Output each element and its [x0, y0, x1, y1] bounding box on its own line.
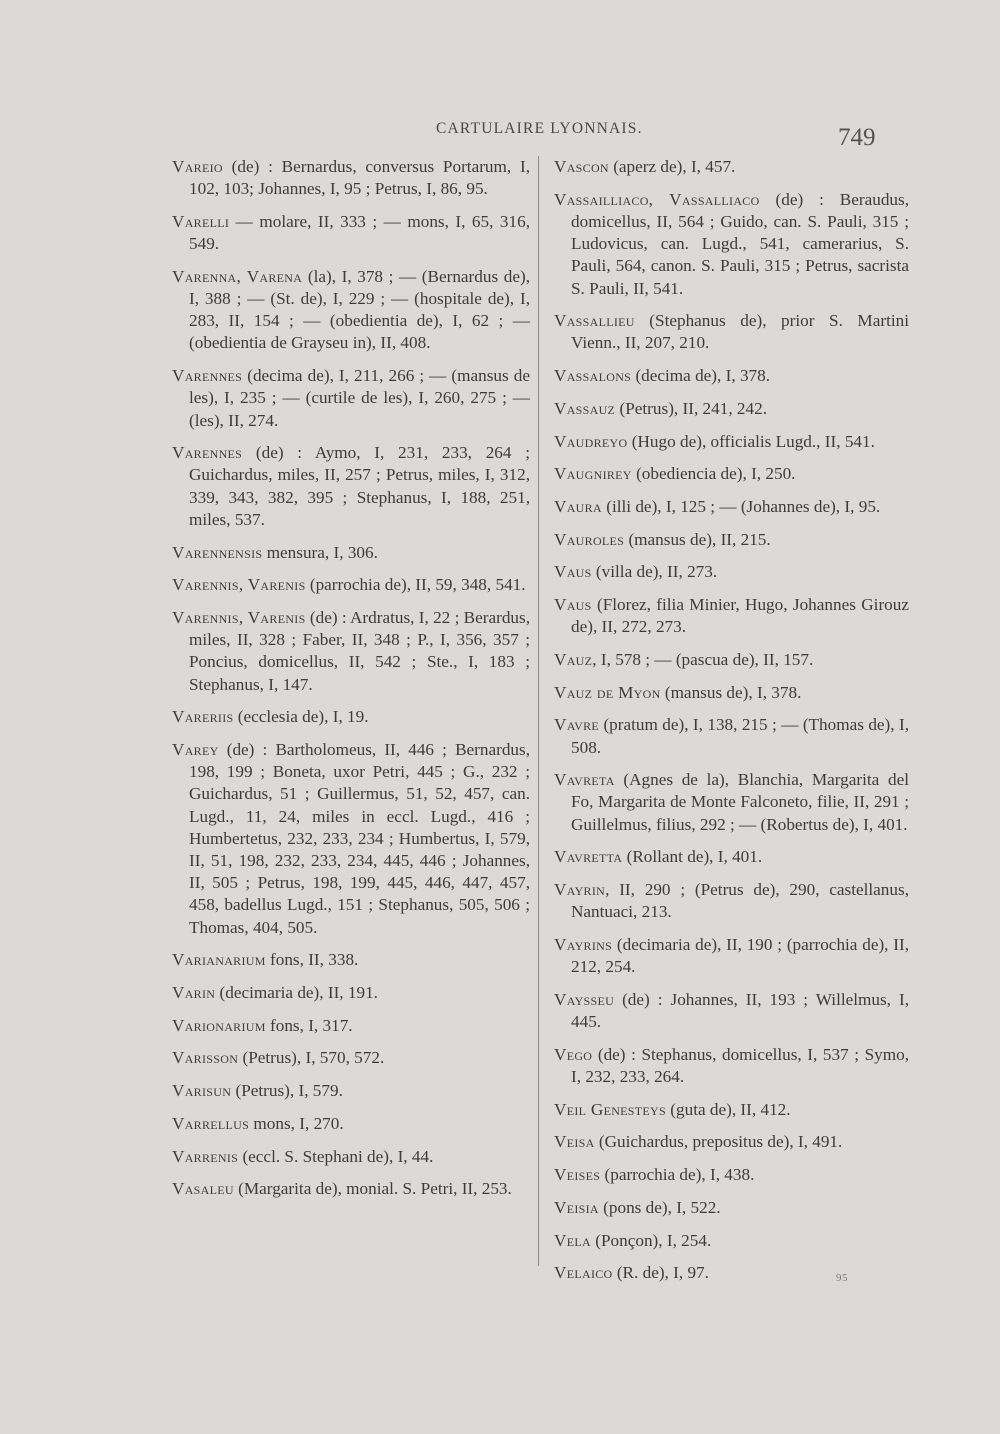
index-entry	[554, 934, 909, 978]
index-entry	[554, 682, 909, 704]
entry-text: (de) : Stephanus, domicellus, I, 537 ; Symo, I, 232, 233, 264.	[571, 1044, 909, 1086]
index-entry	[554, 365, 909, 387]
index-entry	[554, 989, 909, 1033]
index-entry	[554, 879, 909, 923]
index-entry	[172, 982, 530, 1004]
index-entry	[554, 1131, 909, 1153]
entry-text: (guta de), II, 412.	[665, 1099, 791, 1119]
entry-text: (de) : Ardratus, I, 22 ; Berardus, miles, II, 328 ; Faber, II, 348 ; P., I, 356, 357 ; Poncius, domicellus, II, 542 ; Ste., I, 183 ; Stephanus, I, 147.	[189, 607, 530, 694]
entry-text: (R. de), I, 97.	[612, 1263, 709, 1283]
entry-text: (eccl. S. Stephani de), I, 44.	[238, 1146, 434, 1166]
entry-text: (decimaria de), II, 191.	[215, 983, 378, 1002]
index-entry	[172, 365, 530, 432]
index-entry	[172, 1113, 530, 1135]
index-entry	[554, 769, 909, 836]
entry-text: (decima de), I, 211, 266 ; — (mansus de les), I, 235 ; — (curtile de les), I, 260, 275 ; — (les), II, 274.	[189, 366, 530, 430]
signature-mark: 95	[836, 1272, 848, 1284]
index-entry	[172, 1080, 530, 1102]
index-entry	[554, 649, 909, 671]
entry-headword: Vavreta	[554, 770, 615, 790]
right-column	[554, 156, 909, 1295]
left-column	[172, 156, 530, 1211]
entry-text: (la), I, 378 ; — (Bernardus de), I, 388 ; — (St. de), I, 229 ; — (hospitale de), I, 283, II, 154 ; — (obedientia de), I, 62 ; — (obedientia de Grayseu in), II, 408.	[189, 266, 530, 353]
entry-headword: Vaus	[554, 562, 592, 582]
entry-headword: Varrenis	[172, 1146, 239, 1166]
entry-text: (decima de), I, 378.	[631, 366, 771, 386]
entry-text: (parrochia de), I, 438.	[600, 1165, 755, 1185]
index-entry	[172, 574, 530, 596]
entry-text: (decimaria de), II, 190 ; (parrochia de), II, 212, 254.	[571, 934, 909, 977]
entry-text: (Florez, filia Minier, Hugo, Johannes Girouz de), II, 272, 273.	[571, 595, 909, 637]
entry-headword: Vaysseu	[554, 989, 615, 1009]
index-entry	[554, 1044, 909, 1088]
entry-headword: Vareriis	[172, 707, 234, 727]
entry-headword: Vego	[554, 1044, 593, 1064]
entry-headword: Veisa	[554, 1132, 595, 1152]
index-entry	[172, 211, 530, 255]
entry-headword: Vavre	[554, 715, 600, 735]
entry-text: (de) : Beraudus, domicellus, II, 564 ; Guido, can. S. Pauli, 315 ; Ludovicus, can. Lugd., 541, camerarius, S. Pauli, 564, canon. S. Pauli, 315 ; Petrus, sacrista S. Pauli, II, 541.	[571, 189, 909, 298]
entry-text: — molare, II, 333 ; — mons, I, 65, 316, 549.	[189, 211, 530, 254]
index-entry	[554, 189, 909, 300]
index-entry	[554, 1099, 909, 1121]
index-entry	[172, 706, 530, 728]
index-entry	[172, 949, 530, 971]
entry-text: mensura, I, 306.	[262, 542, 378, 562]
column-divider	[538, 156, 539, 1266]
entry-headword: Vassauz	[554, 398, 616, 418]
entry-headword: Varenna, Varena	[172, 266, 303, 286]
index-entry	[172, 156, 530, 200]
entry-headword: Vaus	[554, 595, 592, 615]
index-entry	[172, 739, 530, 939]
entry-text: (Petrus), I, 570, 572.	[238, 1048, 385, 1068]
entry-headword: Vayrin	[554, 880, 606, 900]
index-entry	[554, 846, 909, 868]
entry-text: (Agnes de la), Blanchia, Margarita del Fo, Margarita de Monte Falconeto, filie, II, 291 ; Guillelmus, filius, 292 ; — (Robertus de), I, 401.	[571, 770, 909, 834]
entry-headword: Varennes	[172, 366, 243, 386]
entry-text: (parrochia de), II, 59, 348, 541.	[305, 575, 526, 595]
entry-headword: Vassailliaco, Vassalliaco	[554, 189, 760, 209]
entry-headword: Vareio	[172, 157, 223, 176]
entry-text: (de) : Aymo, I, 231, 233, 264 ; Guichardus, miles, II, 257 ; Petrus, miles, I, 312, 339, 343, 382, 395 ; Stephanus, I, 188, 251, miles, 537.	[189, 443, 530, 529]
entry-headword: Vela	[554, 1230, 591, 1250]
entry-headword: Vauroles	[554, 529, 625, 549]
entry-headword: Varisson	[172, 1048, 239, 1068]
entry-headword: Vauz de Myon	[554, 682, 661, 702]
entry-headword: Vascon	[554, 157, 609, 176]
index-entry	[172, 1047, 530, 1069]
entry-text: (mansus de), I, 378.	[660, 682, 802, 702]
entry-headword: Vassalons	[554, 366, 632, 386]
entry-headword: Varianarium	[172, 950, 266, 970]
entry-headword: Varrellus	[172, 1113, 250, 1133]
index-entry	[554, 1197, 909, 1219]
entry-headword: Vaura	[554, 496, 602, 516]
entry-text: (ecclesia de), I, 19.	[233, 707, 369, 727]
entry-text: , II, 290 ; (Petrus de), 290, castellanus, Nantuaci, 213.	[571, 880, 909, 922]
index-entry	[554, 529, 909, 551]
index-entry	[172, 1178, 530, 1200]
entry-headword: Vassallieu	[554, 311, 635, 331]
entry-headword: Varelli	[172, 211, 230, 231]
entry-text: mons, I, 270.	[249, 1113, 344, 1133]
entry-headword: Veil Genesteys	[554, 1099, 666, 1119]
entry-text: (Stephanus de), prior S. Martini Vienn., II, 207, 210.	[571, 311, 909, 353]
entry-text: fons, II, 338.	[265, 950, 359, 970]
entry-text: (pons de), I, 522.	[598, 1197, 721, 1217]
index-entry	[172, 442, 530, 531]
index-entry	[554, 594, 909, 638]
entry-text: (Hugo de), officialis Lugd., II, 541.	[627, 431, 875, 451]
index-entry	[172, 1015, 530, 1037]
entry-text: fons, I, 317.	[265, 1015, 353, 1035]
entry-text: , I, 578 ; — (pascua de), II, 157.	[592, 649, 814, 669]
entry-headword: Vayrins	[554, 934, 613, 954]
index-entry	[172, 607, 530, 696]
index-entry	[554, 496, 909, 518]
entry-headword: Velaico	[554, 1263, 613, 1283]
running-head: CARTULAIRE LYONNAIS.	[436, 120, 643, 137]
entry-text: (mansus de), II, 215.	[624, 529, 771, 549]
index-entry	[554, 463, 909, 485]
entry-headword: Varin	[172, 983, 216, 1002]
index-entry	[554, 714, 909, 758]
index-entry	[554, 310, 909, 354]
index-entry	[554, 561, 909, 583]
entry-headword: Vauz	[554, 649, 593, 669]
index-entry	[172, 266, 530, 355]
index-entry	[554, 398, 909, 420]
entry-text: (illi de), I, 125 ; — (Johannes de), I, 95.	[601, 496, 881, 516]
entry-text: (aperz de), I, 457.	[608, 157, 736, 176]
entry-text: (obediencia de), I, 250.	[631, 464, 796, 484]
entry-text: (de) : Johannes, II, 193 ; Willelmus, I, 445.	[571, 989, 909, 1032]
entry-text: (Petrus), I, 579.	[231, 1081, 343, 1101]
entry-text: (Petrus), II, 241, 242.	[615, 398, 768, 418]
entry-text: (de) : Bernardus, conversus Portarum, I, 102, 103; Johannes, I, 95 ; Petrus, I, 86, 95.	[189, 157, 530, 199]
entry-text: (Ponçon), I, 254.	[590, 1230, 712, 1250]
index-entry	[172, 542, 530, 564]
index-entry	[554, 1262, 909, 1284]
entry-text: (Margarita de), monial. S. Petri, II, 253.	[233, 1179, 512, 1199]
entry-headword: Vasaleu	[172, 1179, 234, 1199]
entry-text: (Guichardus, prepositus de), I, 491.	[594, 1132, 843, 1152]
entry-headword: Veises	[554, 1165, 601, 1185]
index-entry	[554, 1164, 909, 1186]
index-entry	[554, 1230, 909, 1252]
entry-headword: Vavretta	[554, 847, 623, 867]
entry-headword: Varionarium	[172, 1015, 266, 1035]
index-entry	[554, 156, 909, 178]
entry-headword: Varennensis	[172, 542, 263, 562]
entry-text: (de) : Bartholomeus, II, 446 ; Bernardus, 198, 199 ; Boneta, uxor Petri, 445 ; G., 232 ; Guichardus, 51 ; Guillermus, 51, 52, 457, can. Lugd., 11, 24, miles in eccl. Lugd., 416 ; Humbertetus, 232, 233, 234 ; Humbertus, I, 579, II, 51, 198, 232, 233, 234, 445, 446 ; Johannes, II, 505 ; Petrus, 198, 199, 445, 446, 447, 457, 458, badellus Lugd., 151 ; Stephanus, 505, 506 ; Thomas, 404, 505.	[189, 739, 530, 937]
page-number: 749	[838, 124, 876, 151]
entry-headword: Vaudreyo	[554, 431, 628, 451]
entry-headword: Veisia	[554, 1197, 599, 1217]
index-entry	[554, 431, 909, 453]
entry-headword: Vaugnirey	[554, 464, 632, 484]
entry-headword: Varennes	[172, 443, 243, 463]
entry-headword: Varennis, Varenis	[172, 607, 306, 627]
entry-text: (villa de), II, 273.	[591, 562, 718, 582]
entry-text: (pratum de), I, 138, 215 ; — (Thomas de), I, 508.	[571, 715, 909, 757]
entry-text: (Rollant de), I, 401.	[622, 847, 763, 867]
entry-headword: Varey	[172, 739, 219, 759]
entry-headword: Varisun	[172, 1081, 232, 1101]
index-entry	[172, 1146, 530, 1168]
entry-headword: Varennis, Varenis	[172, 575, 306, 595]
